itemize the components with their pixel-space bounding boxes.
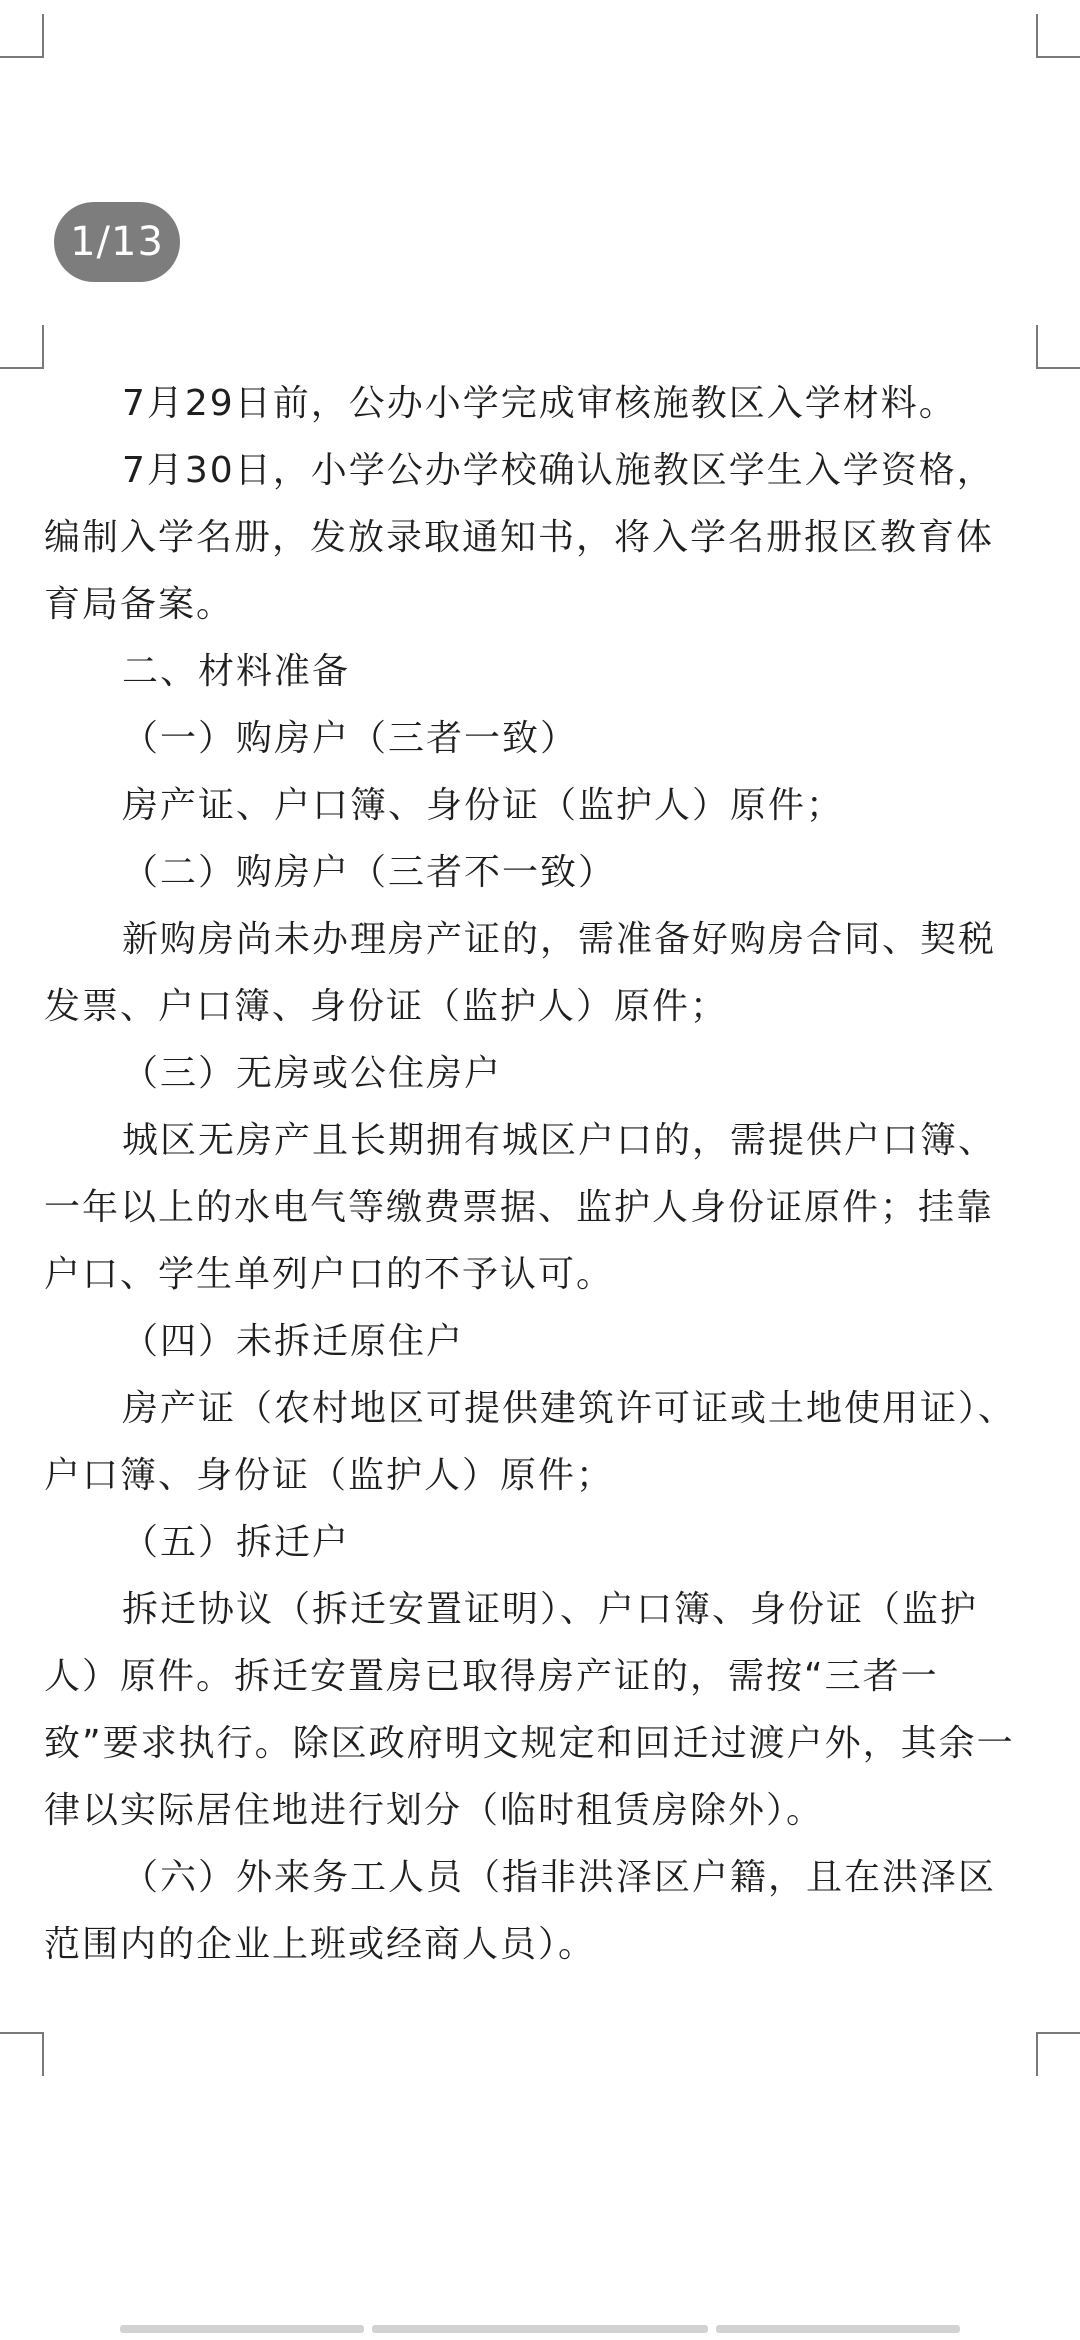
paragraph: 7月29日前，公办小学完成审核施教区入学材料。	[122, 383, 957, 424]
subsection-heading: （五）拆迁户	[122, 1522, 351, 1563]
paragraph: 房产证、户口簿、身份证（监护人）原件；	[122, 785, 845, 826]
margin-mark-top-right	[1036, 325, 1080, 369]
paragraph: 城区无房产且长期拥有城区户口的，需提供户口簿、一年以上的水电气等缴费票据、监护人身份证原件；挂靠户口、学生单列户口的不予认可。	[44, 1120, 997, 1295]
paragraph: 拆迁协议（拆迁安置证明）、户口簿、身份证（监护人）原件。拆迁安置房已取得房产证的，需按“三者一致”要求执行。除区政府明文规定和回迁过渡户外，其余一律以实际居住地进行划分（临时租赁房除外）。	[44, 1589, 1015, 1831]
subsection-heading: （三）无房或公住房户	[122, 1053, 503, 1094]
page-scroll-indicator[interactable]	[120, 2325, 960, 2333]
margin-mark-bottom-left	[0, 2032, 44, 2076]
margin-mark-top-left	[0, 325, 44, 369]
subsection-heading: （二）购房户（三者不一致）	[122, 852, 617, 893]
crop-mark-top-right	[1036, 14, 1080, 58]
subsection-heading: （四）未拆迁原住户	[122, 1321, 465, 1362]
document-body	[44, 370, 1016, 1978]
section-heading: 二、材料准备	[122, 651, 351, 692]
crop-mark-top-left	[0, 14, 44, 58]
subsection-heading: （六）外来务工人员（指非洪泽区户籍，且在洪泽区范围内的企业上班或经商人员）。	[44, 1857, 997, 1965]
paragraph: 7月30日，小学公办学校确认施教区学生入学资格，编制入学名册，发放录取通知书，将入学名册报区教育体育局备案。	[44, 450, 995, 625]
paragraph: 房产证（农村地区可提供建筑许可证或土地使用证）、户口簿、身份证（监护人）原件；	[44, 1388, 1017, 1496]
scroll-segment[interactable]	[372, 2325, 708, 2333]
page-number-badge: 1/13	[54, 202, 180, 282]
margin-mark-bottom-right	[1036, 2032, 1080, 2076]
paragraph: 新购房尚未办理房产证的，需准备好购房合同、契税发票、户口簿、身份证（监护人）原件；	[44, 919, 997, 1027]
scroll-segment[interactable]	[716, 2325, 960, 2333]
subsection-heading: （一）购房户（三者一致）	[122, 718, 579, 759]
scroll-segment[interactable]	[120, 2325, 364, 2333]
